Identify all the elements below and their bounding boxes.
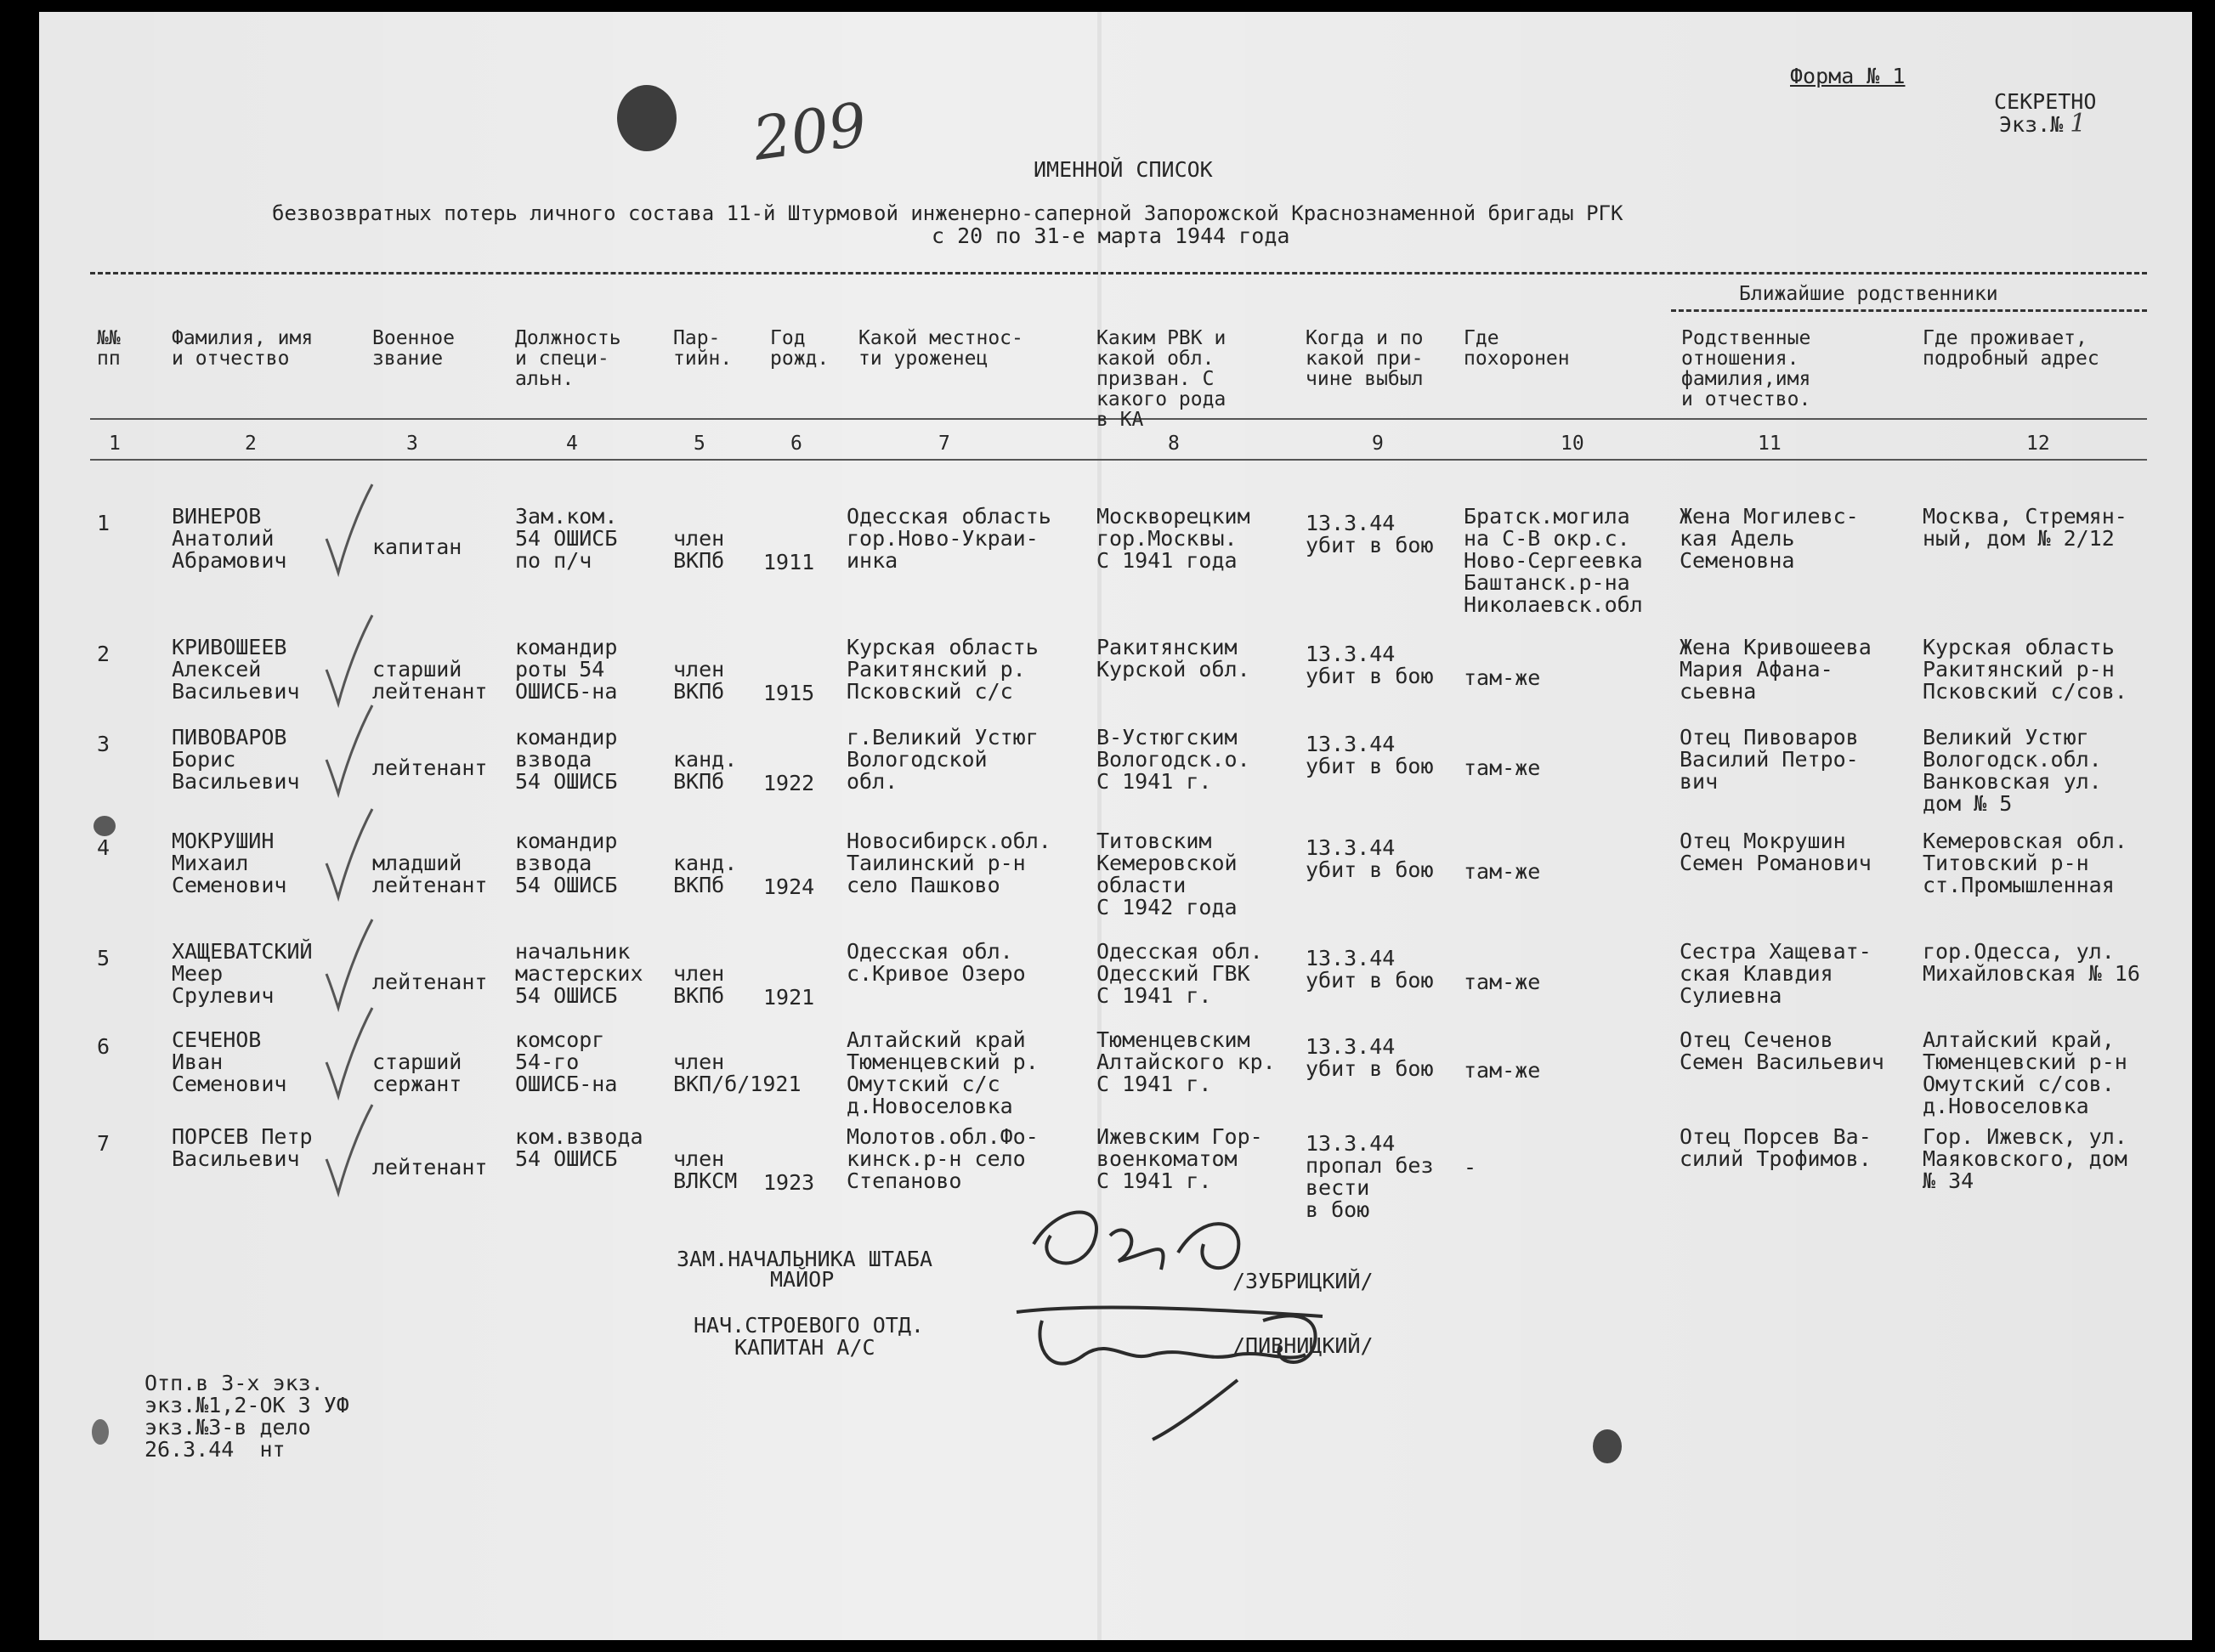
column-header-8-line-5: в КА bbox=[1096, 409, 1144, 431]
cell-name: ХАЩЕВАТСКИЙ bbox=[172, 939, 313, 964]
cell-name: МОКРУШИН bbox=[172, 829, 275, 853]
relatives-group-header: Ближайшие родственники bbox=[1739, 283, 1998, 305]
column-header-11-line-2: отношения. bbox=[1681, 348, 1799, 370]
cell-party: ВЛКСМ bbox=[673, 1168, 738, 1193]
column-header-8-line-2: какой обл. bbox=[1096, 348, 1215, 370]
cell-post: 54 ОШИСБ bbox=[515, 983, 618, 1008]
cell-draft-office: Алтайского кр. bbox=[1096, 1049, 1276, 1074]
cell-birthplace: Новосибирск.обл. bbox=[847, 829, 1051, 853]
cell-draft-office: С 1942 года bbox=[1096, 895, 1238, 919]
document-subtitle: безвозвратных потерь личного состава 11-й Штурмовой инженерно-саперной Запорожской Краснознаменной бригады РГК bbox=[272, 201, 1623, 225]
cell-burial-place: Ново-Сергеевка bbox=[1464, 548, 1643, 573]
cell-relative: кая Адель bbox=[1680, 526, 1795, 551]
column-header-8-line-3: призван. С bbox=[1096, 368, 1215, 390]
cell-address: Псковский с/сов. bbox=[1923, 679, 2127, 704]
copy-label: Экз.№ 1 bbox=[1999, 109, 2087, 139]
check-mark-icon bbox=[320, 479, 379, 581]
cell-address: д.Новоселовка bbox=[1923, 1094, 2089, 1118]
dispatch-note-4: 26.3.44 нт bbox=[144, 1437, 286, 1462]
column-header-4-line-3: альн. bbox=[515, 368, 575, 390]
cell-post: 54 ОШИСБ bbox=[515, 1146, 618, 1171]
table-top-rule bbox=[90, 272, 2147, 274]
cell-rank: старший bbox=[372, 1049, 462, 1074]
cell-draft-office: С 1941 г. bbox=[1096, 1072, 1212, 1096]
cell-party: канд. bbox=[673, 851, 738, 875]
check-mark-icon bbox=[320, 1100, 379, 1202]
cell-name: Васильевич bbox=[172, 679, 300, 704]
cell-birth-year: 1923 bbox=[763, 1170, 815, 1195]
cell-post: 54-го bbox=[515, 1049, 580, 1074]
column-header-10-line-1: Где bbox=[1464, 327, 1499, 349]
cell-post: комсорг bbox=[515, 1027, 605, 1052]
dispatch-note-2: экз.№1,2-ОК 3 УФ bbox=[144, 1393, 349, 1417]
column-header-5-line-1: Пар- bbox=[673, 327, 721, 349]
cell-birthplace: село Пашково bbox=[847, 873, 1000, 897]
cell-relative: Жена Могилевс- bbox=[1680, 504, 1859, 529]
cell-party: ВКПб bbox=[673, 983, 725, 1008]
signatory-1-name: /ЗУБРИЦКИЙ/ bbox=[1232, 1269, 1374, 1293]
copy-number: 1 bbox=[2070, 109, 2087, 139]
cell-party: член bbox=[673, 1049, 725, 1074]
cell-burial-place: на С-В окр.с. bbox=[1464, 526, 1630, 551]
cell-post: начальник bbox=[515, 939, 631, 964]
cell-address: Курская область bbox=[1923, 635, 2115, 659]
cell-relative: силий Трофимов. bbox=[1680, 1146, 1872, 1171]
cell-rank: лейтенант bbox=[372, 755, 488, 780]
column-number-2: 2 bbox=[245, 433, 257, 455]
column-number-5: 5 bbox=[694, 433, 705, 455]
document-sheet bbox=[39, 12, 2192, 1640]
cell-relative: Василий Петро- bbox=[1680, 747, 1859, 772]
cell-name: ВИНЕРОВ bbox=[172, 504, 262, 529]
cell-address: Алтайский край, bbox=[1923, 1027, 2115, 1052]
cell-relative: Отец Сеченов bbox=[1680, 1027, 1833, 1052]
cell-relative: Семеновна bbox=[1680, 548, 1795, 573]
dispatch-note-1: Отп.в 3-х экз. bbox=[144, 1371, 324, 1395]
cell-relative: Семен Романович bbox=[1680, 851, 1872, 875]
cell-date-cause: 13.3.44 bbox=[1306, 511, 1396, 535]
cell-post: командир bbox=[515, 829, 618, 853]
cell-address: Маяковского, дом bbox=[1923, 1146, 2127, 1171]
cell-birthplace: Молотов.обл.Фо- bbox=[847, 1124, 1039, 1149]
cell-name: СЕЧЕНОВ bbox=[172, 1027, 262, 1052]
cell-birthplace: Одесская область bbox=[847, 504, 1051, 529]
ink-spot bbox=[1593, 1429, 1622, 1463]
cell-name: Борис bbox=[172, 747, 236, 772]
cell-post: мастерских bbox=[515, 961, 643, 986]
cell-draft-office: Курской обл. bbox=[1096, 657, 1250, 682]
cell-birthplace: Курская область bbox=[847, 635, 1039, 659]
cell-draft-office: Вологодск.о. bbox=[1096, 747, 1250, 772]
cell-name: ПОРСЕВ Петр bbox=[172, 1124, 313, 1149]
cell-date-cause: в бою bbox=[1306, 1197, 1370, 1222]
check-mark-icon bbox=[320, 914, 379, 1016]
cell-draft-office: С 1941 г. bbox=[1096, 769, 1212, 794]
column-header-3-line-1: Военное bbox=[372, 327, 455, 349]
cell-relative: Отец Мокрушин bbox=[1680, 829, 1846, 853]
signatory-1-rank: МАЙОР bbox=[770, 1267, 835, 1292]
cell-post: командир bbox=[515, 635, 618, 659]
cell-party: ВКПб bbox=[673, 679, 725, 704]
column-header-11-line-4: и отчество. bbox=[1681, 388, 1811, 410]
cell-post: ОШИСБ-на bbox=[515, 679, 618, 704]
column-header-7-line-2: ти уроженец bbox=[858, 348, 989, 370]
cell-address: Титовский р-н bbox=[1923, 851, 2089, 875]
cell-draft-office: Ракитянским bbox=[1096, 635, 1238, 659]
cell-address: дом № 5 bbox=[1923, 791, 2013, 816]
cell-name: Семенович bbox=[172, 1072, 287, 1096]
cell-birth-year: 1915 bbox=[763, 681, 815, 705]
cell-row-number: 3 bbox=[97, 732, 110, 756]
cell-birthplace: обл. bbox=[847, 769, 898, 794]
cell-post: роты 54 bbox=[515, 657, 605, 682]
column-header-8-line-4: какого рода bbox=[1096, 388, 1226, 410]
column-header-6-line-2: рожд. bbox=[770, 348, 830, 370]
column-number-11: 11 bbox=[1758, 433, 1782, 455]
cell-burial-place: там-же bbox=[1464, 755, 1541, 780]
cell-draft-office: гор.Москвы. bbox=[1096, 526, 1238, 551]
cell-rank: старший bbox=[372, 657, 462, 682]
cell-party: ВКПб bbox=[673, 769, 725, 794]
cell-birth-year: 1911 bbox=[763, 550, 815, 574]
cell-birthplace: Тюменцевский р. bbox=[847, 1049, 1039, 1074]
cell-burial-place: - bbox=[1464, 1155, 1477, 1180]
cell-birthplace: кинск.р-н село bbox=[847, 1146, 1026, 1171]
check-mark-icon bbox=[320, 610, 379, 712]
cell-birthplace: д.Новоселовка bbox=[847, 1094, 1013, 1118]
form-number: Форма № 1 bbox=[1790, 64, 1906, 88]
cell-burial-place: Николаевск.обл bbox=[1464, 592, 1643, 617]
column-header-5-line-2: тийн. bbox=[673, 348, 733, 370]
cell-relative: Сулиевна bbox=[1680, 983, 1782, 1008]
cell-birthplace: Алтайский край bbox=[847, 1027, 1026, 1052]
column-header-4-line-2: и специ- bbox=[515, 348, 609, 370]
cell-post: ОШИСБ-на bbox=[515, 1072, 618, 1096]
cell-draft-office: Москворецким bbox=[1096, 504, 1250, 529]
cell-party: ВКПб bbox=[673, 873, 725, 897]
cell-rank: младший bbox=[372, 851, 462, 875]
punch-hole-mark bbox=[93, 816, 116, 836]
cell-draft-office: Одесский ГВК bbox=[1096, 961, 1250, 986]
cell-address: гор.Одесса, ул. bbox=[1923, 939, 2115, 964]
cell-birthplace: г.Великий Устюг bbox=[847, 725, 1039, 750]
cell-address: Великий Устюг bbox=[1923, 725, 2089, 750]
cell-address: Кемеровская обл. bbox=[1923, 829, 2127, 853]
cell-name: Анатолий bbox=[172, 526, 275, 551]
column-header-1-line-1: №№ bbox=[97, 327, 121, 349]
cell-address: Ракитянский р-н bbox=[1923, 657, 2115, 682]
column-header-4-line-1: Должность bbox=[515, 327, 621, 349]
cell-row-number: 7 bbox=[97, 1131, 110, 1156]
cell-draft-office: Одесская обл. bbox=[1096, 939, 1263, 964]
column-number-1: 1 bbox=[109, 433, 121, 455]
signatory-2-name: /ПИВНИЦКИЙ/ bbox=[1232, 1333, 1374, 1358]
cell-party: ВКПб bbox=[673, 548, 725, 573]
cell-birthplace: Псковский с/с bbox=[847, 679, 1013, 704]
secret-label: СЕКРЕТНО bbox=[1994, 89, 2097, 114]
cell-burial-place: там-же bbox=[1464, 970, 1541, 994]
cell-name: Михаил bbox=[172, 851, 249, 875]
cell-date-cause: 13.3.44 bbox=[1306, 642, 1396, 666]
cell-relative: Семен Васильевич bbox=[1680, 1049, 1884, 1074]
cell-rank: сержант bbox=[372, 1072, 462, 1096]
cell-birthplace: с.Кривое Озеро bbox=[847, 961, 1026, 986]
cell-date-cause: убит в бою bbox=[1306, 664, 1434, 688]
cell-relative: ская Клавдия bbox=[1680, 961, 1833, 986]
cell-address: Гор. Ижевск, ул. bbox=[1923, 1124, 2127, 1149]
column-number-3: 3 bbox=[406, 433, 418, 455]
column-number-7: 7 bbox=[938, 433, 950, 455]
cell-relative: вич bbox=[1680, 769, 1719, 794]
cell-name: Васильевич bbox=[172, 1146, 300, 1171]
cell-relative: Жена Кривошеева bbox=[1680, 635, 1872, 659]
cell-birthplace: Омутский с/с bbox=[847, 1072, 1000, 1096]
column-header-1-line-2: пп bbox=[97, 348, 121, 370]
cell-name: КРИВОШЕЕВ bbox=[172, 635, 287, 659]
column-number-12: 12 bbox=[2026, 433, 2050, 455]
cell-date-cause: 13.3.44 bbox=[1306, 1034, 1396, 1059]
cell-name: Семенович bbox=[172, 873, 287, 897]
check-mark-icon bbox=[320, 804, 379, 906]
cell-draft-office: Ижевским Гор- bbox=[1096, 1124, 1263, 1149]
cell-burial-place: Баштанск.р-на bbox=[1464, 570, 1630, 595]
cell-post: ком.взвода bbox=[515, 1124, 643, 1149]
cell-address: ный, дом № 2/12 bbox=[1923, 526, 2115, 551]
cell-post: Зам.ком. bbox=[515, 504, 618, 529]
cell-name: Алексей bbox=[172, 657, 262, 682]
cell-address: Ванковская ул. bbox=[1923, 769, 2102, 794]
cell-relative: Сестра Хащеват- bbox=[1680, 939, 1872, 964]
cell-birth-year: 1922 bbox=[763, 771, 815, 795]
cell-relative: Отец Порсев Ва- bbox=[1680, 1124, 1872, 1149]
cell-name: Меер bbox=[172, 961, 224, 986]
cell-burial-place: там-же bbox=[1464, 1058, 1541, 1083]
cell-row-number: 1 bbox=[97, 511, 110, 535]
cell-address: Михайловская № 16 bbox=[1923, 961, 2140, 986]
cell-draft-office: В-Устюгским bbox=[1096, 725, 1238, 750]
column-header-12-line-1: Где проживает, bbox=[1923, 327, 2088, 349]
cell-draft-office: С 1941 года bbox=[1096, 548, 1238, 573]
cell-birthplace: Одесская обл. bbox=[847, 939, 1013, 964]
cell-name: Васильевич bbox=[172, 769, 300, 794]
handwritten-number: 209 bbox=[748, 89, 871, 174]
cell-party: член bbox=[673, 526, 725, 551]
column-header-6-line-1: Год bbox=[770, 327, 806, 349]
column-header-2-line-2: и отчество bbox=[172, 348, 290, 370]
column-header-11-line-3: фамилия,имя bbox=[1681, 368, 1811, 390]
document-title: ИМЕННОЙ СПИСОК bbox=[1034, 157, 1213, 182]
column-number-8: 8 bbox=[1168, 433, 1180, 455]
cell-draft-office: С 1941 г. bbox=[1096, 983, 1212, 1008]
column-number-4: 4 bbox=[566, 433, 578, 455]
cell-name: Срулевич bbox=[172, 983, 275, 1008]
cell-rank: лейтенант bbox=[372, 1155, 488, 1180]
cell-rank: лейтенант bbox=[372, 970, 488, 994]
cell-post: взвода bbox=[515, 747, 592, 772]
cell-date-cause: 13.3.44 bbox=[1306, 946, 1396, 970]
cell-draft-office: военкоматом bbox=[1096, 1146, 1238, 1171]
cell-name: Абрамович bbox=[172, 548, 287, 573]
column-number-10: 10 bbox=[1561, 433, 1584, 455]
cell-name: Иван bbox=[172, 1049, 224, 1074]
cell-party: член bbox=[673, 1146, 725, 1171]
cell-date-cause: вести bbox=[1306, 1175, 1370, 1200]
signatory-1-title: ЗАМ.НАЧАЛЬНИКА ШТАБА bbox=[677, 1247, 933, 1271]
cell-rank: лейтенант bbox=[372, 679, 488, 704]
cell-birth-year: 1921 bbox=[763, 985, 815, 1010]
document-period: с 20 по 31-е марта 1944 года bbox=[932, 223, 1290, 248]
column-header-9-line-1: Когда и по bbox=[1306, 327, 1424, 349]
column-header-2-line-1: Фамилия, имя bbox=[172, 327, 314, 349]
cell-date-cause: 13.3.44 bbox=[1306, 835, 1396, 860]
cell-row-number: 5 bbox=[97, 946, 110, 970]
check-mark-icon bbox=[320, 700, 379, 802]
column-number-6: 6 bbox=[790, 433, 802, 455]
cell-relative: Мария Афана- bbox=[1680, 657, 1833, 682]
cell-birth-year: 1924 bbox=[763, 874, 815, 899]
cell-date-cause: пропал без bbox=[1306, 1153, 1434, 1178]
column-header-7-line-1: Какой местнос- bbox=[858, 327, 1023, 349]
cell-draft-office: области bbox=[1096, 873, 1187, 897]
cell-address: Москва, Стремян- bbox=[1923, 504, 2127, 529]
cell-date-cause: убит в бою bbox=[1306, 1056, 1434, 1081]
column-header-9-line-3: чине выбыл bbox=[1306, 368, 1424, 390]
cell-party: ВКП/б/1921 bbox=[673, 1072, 802, 1096]
cell-post: командир bbox=[515, 725, 618, 750]
cell-row-number: 6 bbox=[97, 1034, 110, 1059]
column-number-9: 9 bbox=[1372, 433, 1384, 455]
cell-party: член bbox=[673, 657, 725, 682]
relatives-group-rule bbox=[1671, 309, 2147, 312]
cell-name: ПИВОВАРОВ bbox=[172, 725, 287, 750]
cell-date-cause: убит в бою bbox=[1306, 533, 1434, 557]
cell-post: взвода bbox=[515, 851, 592, 875]
cell-address: Тюменцевский р-н bbox=[1923, 1049, 2127, 1074]
cell-address: Вологодск.обл. bbox=[1923, 747, 2102, 772]
cell-date-cause: убит в бою bbox=[1306, 968, 1434, 993]
cell-date-cause: убит в бою bbox=[1306, 754, 1434, 778]
cell-row-number: 4 bbox=[97, 835, 110, 860]
punch-hole-mark-2 bbox=[92, 1419, 109, 1445]
cell-date-cause: 13.3.44 bbox=[1306, 1131, 1396, 1156]
cell-birthplace: Ракитянский р. bbox=[847, 657, 1026, 682]
cell-burial-place: там-же bbox=[1464, 665, 1541, 690]
cell-address: ст.Промышленная bbox=[1923, 873, 2115, 897]
cell-birthplace: гор.Ново-Украи- bbox=[847, 526, 1039, 551]
cell-birthplace: Степаново bbox=[847, 1168, 962, 1193]
dispatch-note-3: экз.№3-в дело bbox=[144, 1415, 311, 1440]
cell-party: член bbox=[673, 961, 725, 986]
cell-relative: Отец Пивоваров bbox=[1680, 725, 1859, 750]
cell-date-cause: 13.3.44 bbox=[1306, 732, 1396, 756]
cell-post: 54 ОШИСБ bbox=[515, 526, 618, 551]
cell-burial-place: Братск.могила bbox=[1464, 504, 1630, 529]
cell-draft-office: С 1941 г. bbox=[1096, 1168, 1212, 1193]
cell-birthplace: Таилинский р-н bbox=[847, 851, 1026, 875]
cell-party: канд. bbox=[673, 747, 738, 772]
cell-post: 54 ОШИСБ bbox=[515, 873, 618, 897]
cell-address: Омутский с/сов. bbox=[1923, 1072, 2115, 1096]
cell-rank: капитан bbox=[372, 535, 462, 559]
column-header-11-line-1: Родственные bbox=[1681, 327, 1811, 349]
column-header-3-line-2: звание bbox=[372, 348, 444, 370]
cell-post: по п/ч bbox=[515, 548, 592, 573]
cell-post: 54 ОШИСБ bbox=[515, 769, 618, 794]
column-header-9-line-2: какой при- bbox=[1306, 348, 1424, 370]
cell-birthplace: Вологодской bbox=[847, 747, 988, 772]
signatory-2-rank: КАПИТАН А/С bbox=[734, 1335, 875, 1360]
column-header-8-line-1: Каким РВК и bbox=[1096, 327, 1226, 349]
column-header-10-line-2: похоронен bbox=[1464, 348, 1570, 370]
cell-address: № 34 bbox=[1923, 1168, 1974, 1193]
column-header-12-line-2: подробный адрес bbox=[1923, 348, 2099, 370]
handwritten-signature bbox=[983, 1185, 1442, 1448]
cell-date-cause: убит в бою bbox=[1306, 857, 1434, 882]
cell-birthplace: инка bbox=[847, 548, 898, 573]
check-mark-icon bbox=[320, 1003, 379, 1105]
cell-row-number: 2 bbox=[97, 642, 110, 666]
cell-burial-place: там-же bbox=[1464, 859, 1541, 884]
signatory-2-title: НАЧ.СТРОЕВОГО ОТД. bbox=[694, 1313, 924, 1338]
header-bottom-rule bbox=[90, 459, 2147, 461]
cell-relative: сьевна bbox=[1680, 679, 1757, 704]
cell-draft-office: Кемеровской bbox=[1096, 851, 1238, 875]
cell-rank: лейтенант bbox=[372, 873, 488, 897]
cell-draft-office: Тюменцевским bbox=[1096, 1027, 1250, 1052]
cell-draft-office: Титовским bbox=[1096, 829, 1212, 853]
ink-blot bbox=[617, 85, 677, 151]
